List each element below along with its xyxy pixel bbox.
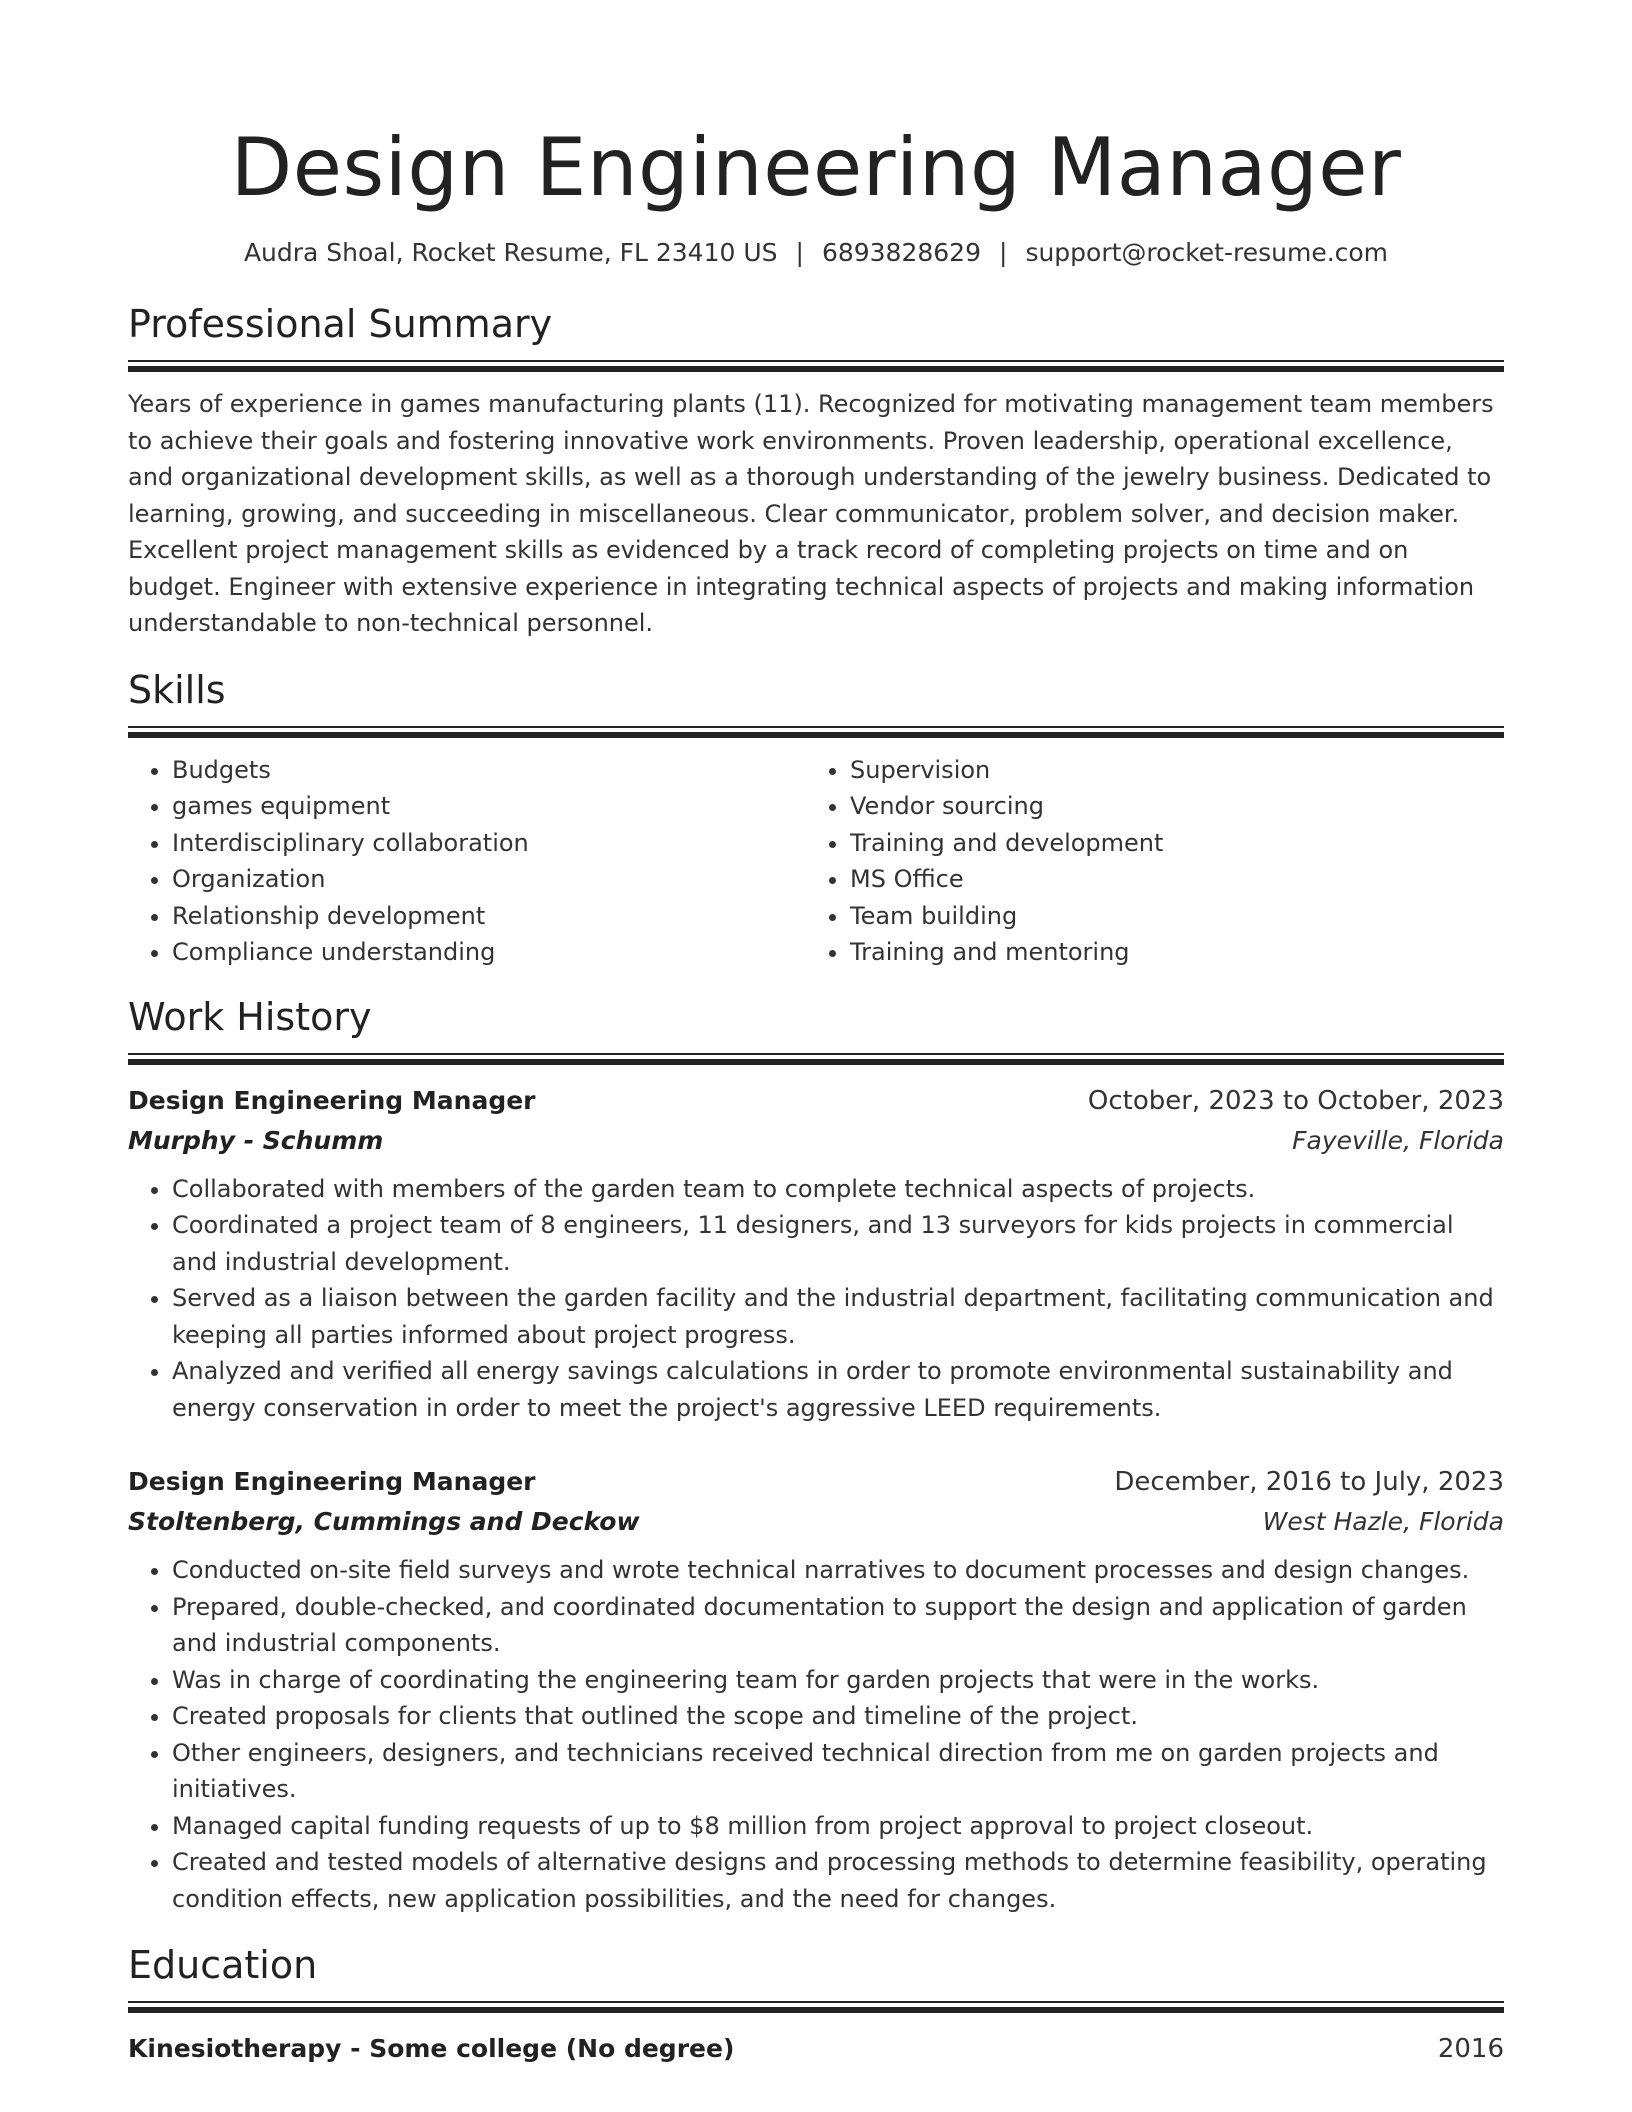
skills-columns [128, 752, 1504, 971]
skills-list-left [128, 752, 806, 971]
section-divider [128, 726, 1504, 738]
education-header-row [128, 2029, 1504, 2069]
job-entry [128, 1081, 1504, 1427]
skill-item: • Interdisciplinary collaboration [172, 825, 806, 862]
job-bullet: • Was in charge of coordinating the engineering team for garden projects that were in the works. [172, 1662, 1504, 1699]
skill-item: • Organization [172, 861, 806, 898]
skill-item: • Supervision [850, 752, 1484, 789]
skill-item: • Training and development [850, 825, 1484, 862]
summary-section [128, 300, 1504, 642]
resume-title: Design Engineering Manager [230, 121, 1402, 214]
summary-text: Years of experience in games manufacturing plants (11). Recognized for motivating management team members to achieve their goals and fostering innovative work environments. Proven leadership, operational excellence, and organizational development skills, as well as a thorough understanding of the jewelry business. Dedicated to learning, growing, and succeeding in miscellaneous. Clear communicator, problem solver, and decision maker. Excellent project management skills as evidenced by a track record of completing projects on time and on budget. Engineer with extensive experience in integrating technical aspects of projects and making information understandable to non-technical personnel. [128, 390, 1494, 637]
job-bullet: • Collaborated with members of the garden team to complete technical aspects of projects. [172, 1171, 1504, 1208]
job-bullet: • Served as a liaison between the garden facility and the industrial department, facilitating communication and keeping all parties informed about project progress. [172, 1280, 1504, 1353]
contact-separator: | [999, 238, 1008, 267]
job-dates: December, 2016 to July, 2023 [1114, 1467, 1504, 1497]
section-heading-summary: Professional Summary [128, 302, 553, 346]
contact-email[interactable]: support@rocket-resume.com [1025, 238, 1389, 267]
job-dates: October, 2023 to October, 2023 [1087, 1085, 1504, 1116]
job-subheader-row [128, 1502, 1504, 1542]
job-location: Fayeville, Florida [1292, 1125, 1504, 1155]
skill-item: • Vendor sourcing [850, 788, 1484, 825]
job-subheader-row [128, 1121, 1504, 1161]
skill-item: • Relationship development [172, 898, 806, 935]
section-divider [128, 360, 1504, 372]
contact-separator: | [795, 238, 804, 267]
job-bullets [128, 1552, 1504, 1917]
skills-list-right [806, 752, 1484, 971]
contact-line [128, 236, 1504, 270]
education-degree: Kinesiotherapy - Some college (No degree) [128, 2034, 735, 2063]
job-bullet: • Created proposals for clients that outlined the scope and timeline of the project. [172, 1698, 1504, 1735]
education-section [128, 1941, 1504, 2069]
job-header-row [128, 1081, 1504, 1121]
section-divider [128, 2001, 1504, 2013]
job-company: Stoltenberg, Cummings and Deckow [128, 1507, 640, 1536]
job-bullet: • Other engineers, designers, and technicians received technical direction from me on garden projects and initiatives. [172, 1735, 1504, 1808]
section-heading-skills: Skills [128, 667, 226, 712]
skill-item: • Team building [850, 898, 1484, 935]
job-header-row [128, 1462, 1504, 1502]
job-bullet: • Created and tested models of alternative designs and processing methods to determine feasibility, operating condition effects, new application possibilities, and the need for changes. [172, 1844, 1504, 1917]
job-bullet: • Analyzed and verified all energy savings calculations in order to promote environmental sustainability and energy conservation in order to meet the project's aggressive LEED requirements. [172, 1353, 1504, 1426]
section-heading-work: Work History [128, 994, 372, 1039]
skills-section [128, 666, 1504, 971]
job-title: Design Engineering Manager [128, 1085, 536, 1115]
job-bullet: • Conducted on-site field surveys and wrote technical narratives to document processes and design changes. [172, 1552, 1504, 1589]
job-entry [128, 1462, 1504, 1917]
job-bullet: • Managed capital funding requests of up to $8 million from project approval to project closeout. [172, 1808, 1504, 1845]
education-entry [128, 2029, 1504, 2069]
section-heading-education: Education [128, 1943, 318, 1987]
job-bullet: • Prepared, double-checked, and coordinated documentation to support the design and application of garden and industrial components. [172, 1589, 1504, 1662]
job-company: Murphy - Schumm [128, 1125, 384, 1155]
job-location: West Hazle, Florida [1262, 1507, 1504, 1536]
job-bullet: • Coordinated a project team of 8 engineers, 11 designers, and 13 surveyors for kids projects in commercial and industrial development. [172, 1207, 1504, 1280]
section-divider [128, 1053, 1504, 1065]
skill-item: • Budgets [172, 752, 806, 789]
contact-phone: 6893828629 [821, 238, 981, 267]
resume-page [128, 0, 1504, 2069]
job-title: Design Engineering Manager [128, 1467, 536, 1496]
skill-item: • games equipment [172, 788, 806, 825]
skill-item: • MS Office [850, 861, 1484, 898]
skill-item: • Training and mentoring [850, 934, 1484, 971]
skill-item: • Compliance understanding [172, 934, 806, 971]
education-year: 2016 [1437, 2034, 1504, 2064]
contact-address: Audra Shoal, Rocket Resume, FL 23410 US [243, 238, 778, 267]
job-bullets [128, 1171, 1504, 1427]
work-history-section [128, 993, 1504, 1918]
